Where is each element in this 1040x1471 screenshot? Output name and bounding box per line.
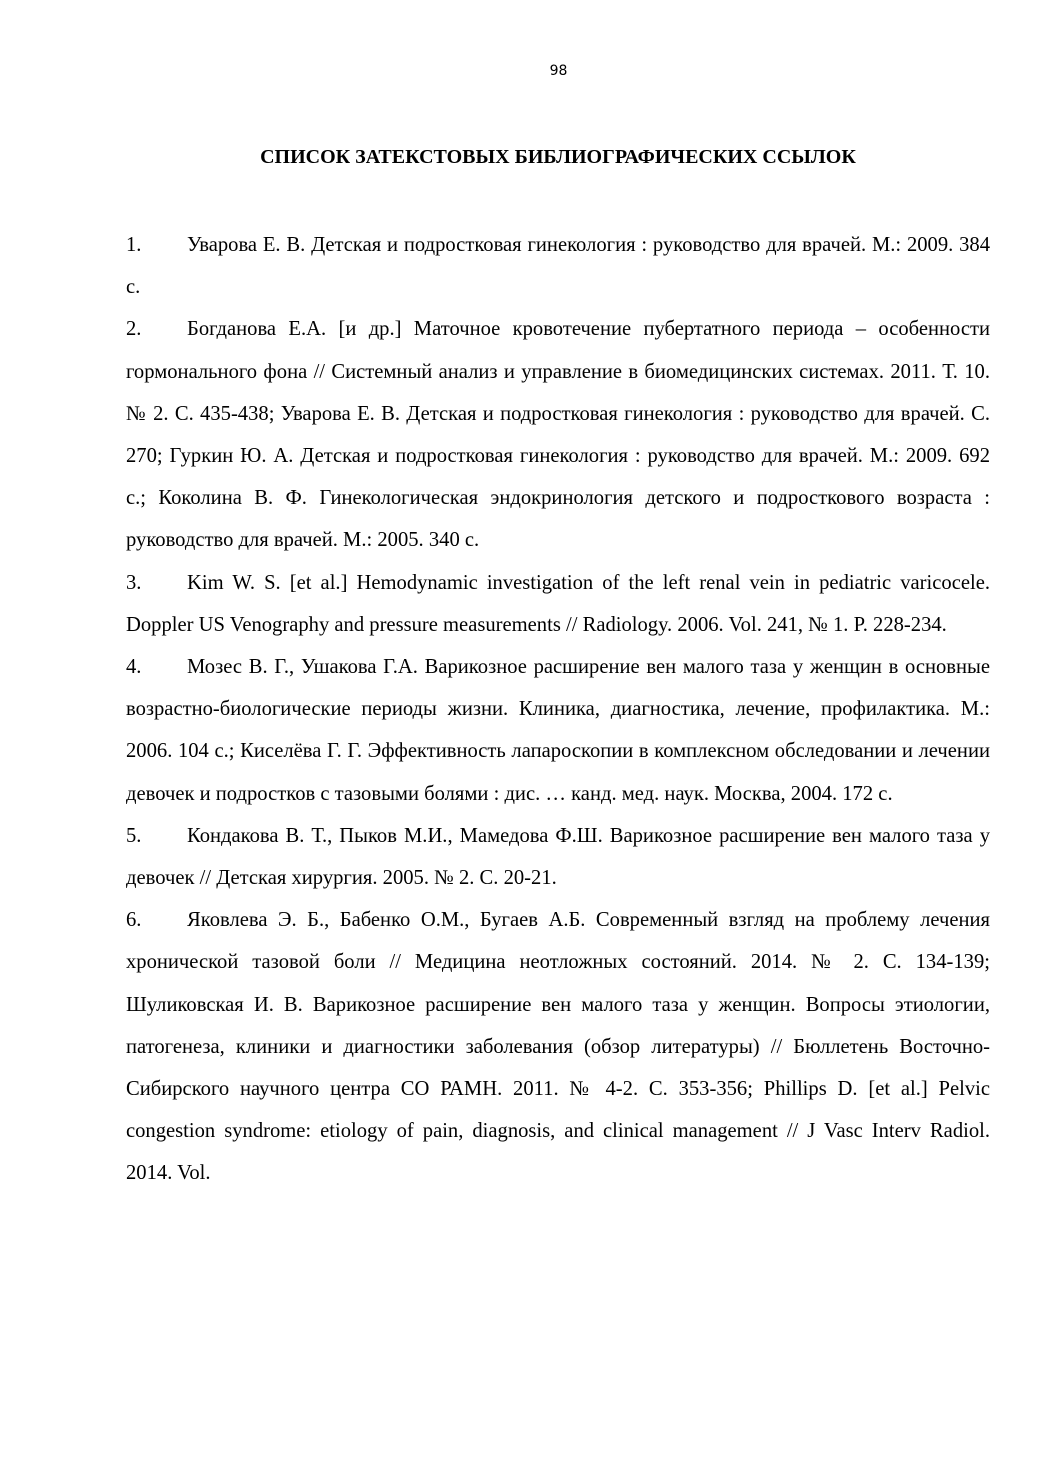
page-title: СПИСОК ЗАТЕКСТОВЫХ БИБЛИОГРАФИЧЕСКИХ ССЫЛОК: [260, 146, 856, 168]
bibliography-entry: [126, 815, 990, 899]
entry-number: 5.: [126, 824, 142, 847]
entry-text: Яковлева Э. Б., Бабенко О.М., Бугаев А.Б. Современный взгляд на проблему лечения хронической тазовой боли // Медицина неотложных состояний. 2014. № 2. С. 134-139; Шуликовская И. В. Варикозное расширение вен малого таза у женщин. Вопросы этиологии, патогенеза, клиники и диагностики заболевания (обзор литературы) // Бюллетень Восточно-Сибирского научного центра СО РАМН. 2011. № 4-2. С. 353-356; Phillips D. [et al.] Pelvic congestion syndrome: etiology of pain, diagnosis, and clinical management // J Vasc Interv Radiol. 2014. Vol.: [126, 909, 990, 1185]
bibliography-entry: [126, 646, 990, 815]
bibliography-entry: [126, 224, 990, 308]
bibliography-entry: [126, 308, 990, 561]
bibliography-entry: [126, 562, 990, 646]
entry-text: Кондакова В. Т., Пыков М.И., Мамедова Ф.Ш. Варикозное расширение вен малого таза у девочек // Детская хирургия. 2005. № 2. С. 20-21.: [126, 824, 990, 890]
entry-number: 2.: [126, 318, 142, 341]
entry-text: Уварова Е. В. Детская и подростковая гинекология : руководство для врачей. М.: 2009. 384 с.: [126, 234, 990, 299]
entry-text: Мозес В. Г., Ушакова Г.А. Варикозное расширение вен малого таза у женщин в основные возрастно-биологические периоды жизни. Клиника, диагностика, лечение, профилактика. М.: 2006. 104 с.; Киселёва Г. Г. Эффективность лапароскопии в комплексном обследовании и лечении девочек и подростков с тазовыми болями : дис. … канд. мед. наук. Москва, 2004. 172 с.: [126, 656, 990, 805]
page-number: 98: [549, 63, 568, 79]
entry-number: 1.: [126, 234, 142, 256]
entry-number: 3.: [126, 571, 142, 594]
entry-number: 4.: [126, 656, 142, 679]
bibliography-list: [126, 224, 990, 1195]
entry-text: Богданова Е.А. [и др.] Маточное кровотечение пубертатного периода – особенности гормонального фона // Системный анализ и управление в биомедицинских системах. 2011. Т. 10. № 2. С. 435-438; Уварова Е. В. Детская и подростковая гинекология : руководство для врачей. С. 270; Гуркин Ю. А. Детская и подростковая гинекология : руководство для врачей. М.: 2009. 692 с.; Коколина В. Ф. Гинекологическая эндокринология детского и подросткового возраста : руководство для врачей. М.: 2005. 340 с.: [126, 318, 990, 552]
bibliography-entry: [126, 899, 990, 1194]
entry-text: Kim W. S. [et al.] Hemodynamic investigation of the left renal vein in pediatric varicocele. Doppler US Venography and pressure measurements // Radiology. 2006. Vol. 241, № 1. P. 228-234.: [126, 571, 990, 636]
entry-number: 6.: [126, 909, 142, 932]
